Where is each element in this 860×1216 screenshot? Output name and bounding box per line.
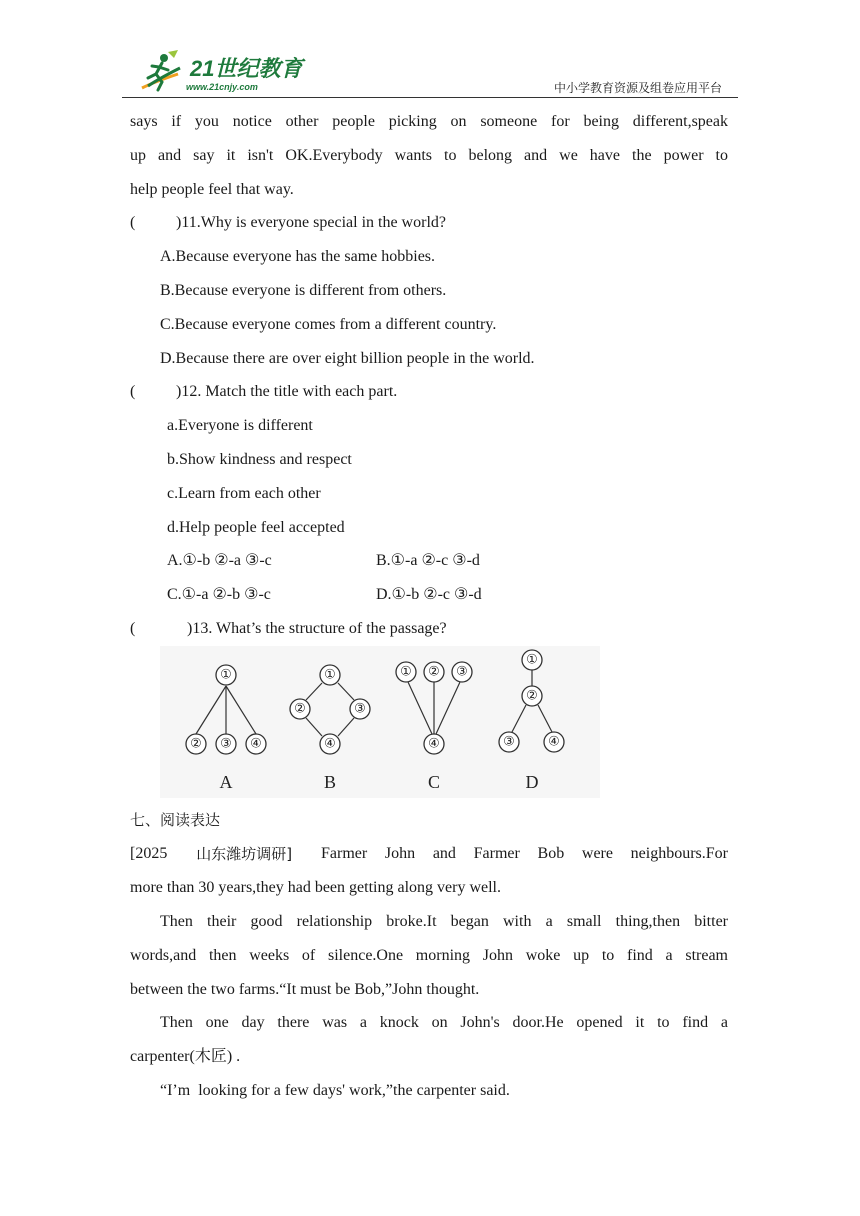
para3-line-1: Then one day there was a knock on John's door.He opened it to find a — [160, 1014, 728, 1031]
q13-stem: )13. What’s the structure of the passage? — [187, 620, 447, 637]
diagram-b-node-1 — [320, 665, 340, 685]
para3-line-2: carpenter(木匠) . — [130, 1048, 241, 1065]
q13-bracket: ( — [130, 620, 136, 637]
header-slogan: 中小学教育资源及组卷应用平台 — [553, 81, 722, 95]
q11-option-c: C.Because everyone comes from a different country. — [160, 316, 497, 333]
passage-line-2: up and say it isn't OK.Everybody wants to belong and we have the power to — [130, 147, 728, 164]
diagram-c — [396, 662, 472, 792]
svg-text:③: ③ — [354, 701, 366, 717]
diagram-d-node-4 — [544, 732, 564, 752]
q12-title-d: d.Help people feel accepted — [167, 519, 345, 536]
svg-text:③: ③ — [456, 664, 468, 680]
diagram-a-node-3 — [216, 734, 236, 754]
q11-option-a: A.Because everyone has the same hobbies. — [160, 248, 436, 265]
source-place: 山东潍坊调研] — [196, 845, 293, 863]
diagram-d-node-1 — [522, 650, 542, 670]
diagram-b-node-3 — [350, 699, 370, 719]
q12-title-c: c.Learn from each other — [167, 485, 321, 502]
passage2-line-2: more than 30 years,they had been getting along very well. — [130, 879, 501, 896]
q12-title-a: a.Everyone is different — [167, 417, 313, 434]
logo-text: 21世纪教育 — [190, 56, 303, 81]
section-7-source-line — [130, 844, 728, 864]
svg-text:④: ④ — [250, 736, 262, 752]
site-logo — [134, 48, 314, 94]
svg-text:④: ④ — [324, 736, 336, 752]
q12-title-b: b.Show kindness and respect — [167, 451, 352, 468]
q12-option-d: D.①-b ②-c ③-d — [376, 586, 482, 603]
q11-option-b: B.Because everyone is different from others. — [160, 282, 447, 299]
svg-text:①: ① — [526, 652, 538, 668]
svg-text:②: ② — [190, 736, 202, 752]
source-year: [2025 — [130, 845, 168, 862]
section-7-heading: 七、阅读表达 — [130, 811, 221, 829]
diagram-a-node-1 — [216, 665, 236, 685]
svg-text:②: ② — [294, 701, 306, 717]
passage-line-1: says if you notice other people picking on someone for being different,speak — [130, 113, 728, 130]
diagram-c-node-4 — [424, 734, 444, 754]
para2-line-2: words,and then weeks of silence.One morning John woke up to find a stream — [130, 947, 728, 964]
diagram-c-node-3 — [452, 662, 472, 682]
diagram-d — [499, 650, 564, 792]
diagram-d-label: D — [525, 772, 539, 792]
diagram-b-label: B — [323, 772, 337, 792]
diagram-b — [290, 665, 370, 792]
svg-text:②: ② — [526, 688, 538, 704]
para2-line-1: Then their good relationship broke.It began with a small thing,then bitter — [160, 913, 728, 930]
svg-text:③: ③ — [220, 736, 232, 752]
diagram-a-node-4 — [246, 734, 266, 754]
q12-option-a: A.①-b ②-a ③-c — [167, 552, 272, 569]
passage2-line-1: Farmer John and Farmer Bob were neighbours.For — [321, 845, 728, 862]
q12-stem: )12. Match the title with each part. — [176, 383, 398, 400]
diagram-d-node-2 — [522, 686, 542, 706]
q12-bracket: ( — [130, 383, 136, 400]
q12-option-b: B.①-a ②-c ③-d — [376, 552, 480, 569]
para4-line-1: “I’m looking for a few days' work,”the carpenter said. — [160, 1082, 510, 1099]
q12-option-c: C.①-a ②-b ③-c — [167, 586, 271, 603]
svg-text:②: ② — [428, 664, 440, 680]
q11-option-d: D.Because there are over eight billion people in the world. — [160, 350, 535, 367]
q11-bracket: ( — [130, 214, 136, 231]
svg-text:④: ④ — [548, 734, 560, 750]
diagram-b-node-2 — [290, 699, 310, 719]
svg-text:①: ① — [220, 667, 232, 683]
svg-text:①: ① — [400, 664, 412, 680]
structure-diagrams — [160, 646, 600, 798]
diagram-a — [186, 665, 266, 792]
passage-line-3: help people feel that way. — [130, 181, 294, 198]
diagram-c-node-1 — [396, 662, 416, 682]
q11-stem: )11.Why is everyone special in the world? — [176, 214, 446, 231]
header-divider — [122, 97, 738, 98]
runner-logo-icon — [134, 48, 184, 94]
para2-line-3: between the two farms.“It must be Bob,”John thought. — [130, 981, 480, 998]
diagram-a-node-2 — [186, 734, 206, 754]
svg-text:③: ③ — [503, 734, 515, 750]
diagram-d-node-3 — [499, 732, 519, 752]
diagram-b-node-4 — [320, 734, 340, 754]
page-header — [122, 42, 738, 98]
diagram-a-label: A — [219, 772, 233, 792]
svg-text:①: ① — [324, 667, 336, 683]
diagram-c-label: C — [427, 772, 441, 792]
svg-text:④: ④ — [428, 736, 440, 752]
logo-url: www.21cnjy.com — [186, 82, 258, 92]
diagram-c-node-2 — [424, 662, 444, 682]
